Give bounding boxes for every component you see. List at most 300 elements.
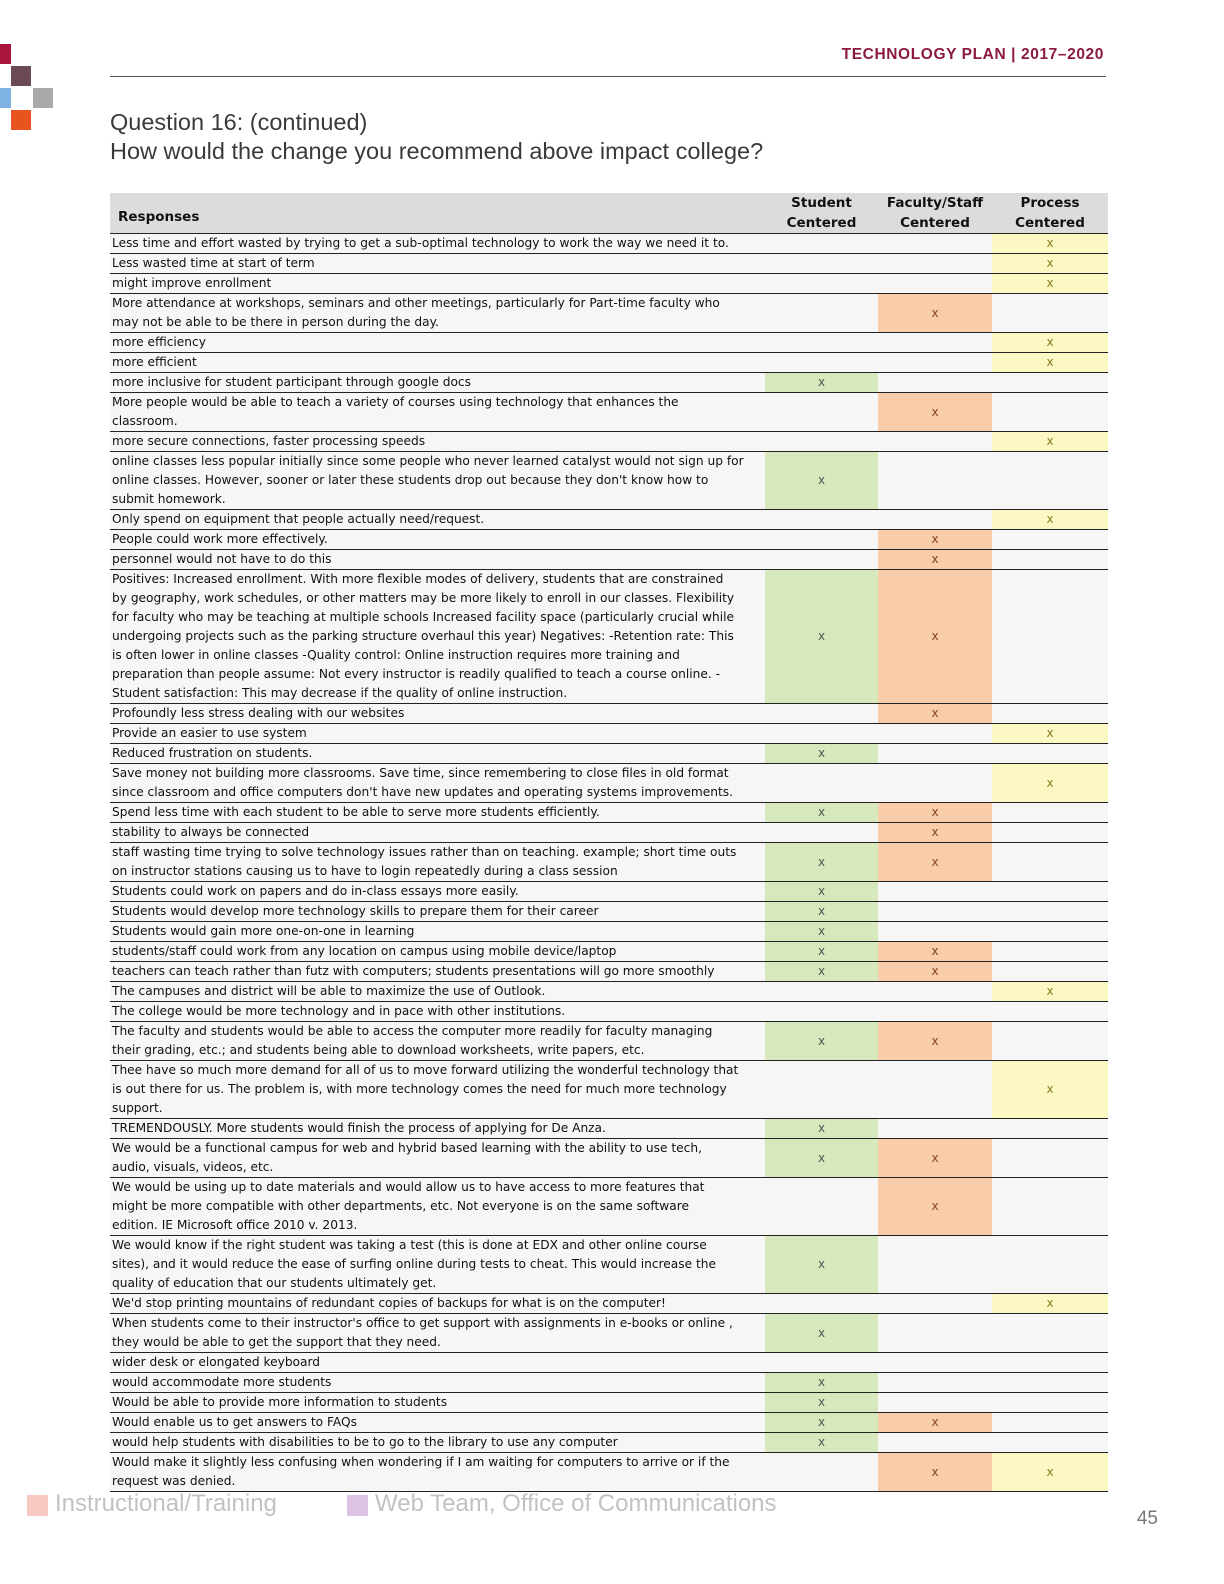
response-text bbox=[110, 1393, 765, 1413]
response-text bbox=[110, 294, 765, 333]
table-body bbox=[110, 234, 1108, 1492]
response-text bbox=[110, 234, 765, 254]
response-text bbox=[110, 902, 765, 922]
mark-cell bbox=[992, 902, 1108, 922]
table-row bbox=[110, 724, 1108, 744]
mark-cell: x bbox=[765, 803, 878, 823]
mark-cell bbox=[765, 254, 878, 274]
decor-square-3 bbox=[0, 88, 11, 108]
response-text bbox=[110, 942, 765, 962]
response-line: since classroom and office computers don't have new updates and operating systems improvements. bbox=[112, 785, 733, 799]
table-row bbox=[110, 234, 1108, 254]
response-line: they would be able to get the support that they need. bbox=[112, 1335, 441, 1349]
mark-cell bbox=[878, 1314, 992, 1353]
mark-cell bbox=[878, 234, 992, 254]
column-header-1 bbox=[765, 193, 878, 234]
mark-cell bbox=[992, 1236, 1108, 1294]
response-line: might improve enrollment bbox=[112, 276, 272, 290]
table-row bbox=[110, 510, 1108, 530]
table-row bbox=[110, 922, 1108, 942]
response-line: Thee have so much more demand for all of us to move forward utilizing the wonderful technology that bbox=[112, 1063, 739, 1077]
column-header-label-line: Process bbox=[1020, 195, 1080, 211]
table-row bbox=[110, 1393, 1108, 1413]
response-line: their grading, etc.; and students being able to download worksheets, write papers, etc. bbox=[112, 1043, 645, 1057]
mark-cell: x bbox=[878, 1139, 992, 1178]
mark-cell bbox=[765, 724, 878, 744]
mark-cell: x bbox=[878, 803, 992, 823]
mark-cell bbox=[992, 704, 1108, 724]
response-text bbox=[110, 1119, 765, 1139]
mark-cell bbox=[992, 393, 1108, 432]
response-line: The college would be more technology and in pace with other institutions. bbox=[112, 1004, 566, 1018]
mark-cell bbox=[992, 882, 1108, 902]
response-line: teachers can teach rather than futz with computers; students presentations will go more smoothly bbox=[112, 964, 715, 978]
response-line: would accommodate more students bbox=[112, 1375, 332, 1389]
column-header-label-line: Student bbox=[791, 195, 852, 211]
mark-cell bbox=[765, 1353, 878, 1373]
response-text bbox=[110, 764, 765, 803]
mark-cell: x bbox=[878, 550, 992, 570]
question-title-line-1: Question 16: (continued) bbox=[110, 109, 368, 135]
mark-cell: x bbox=[765, 1236, 878, 1294]
response-text bbox=[110, 962, 765, 982]
response-line: personnel would not have to do this bbox=[112, 552, 332, 566]
response-line: preparation than people assume: Not every instructor is readily qualified to teach a course online. - bbox=[112, 667, 721, 681]
mark-cell: x bbox=[992, 274, 1108, 294]
mark-cell bbox=[992, 1314, 1108, 1353]
table-row bbox=[110, 882, 1108, 902]
mark-cell: x bbox=[878, 1178, 992, 1236]
mark-cell bbox=[765, 510, 878, 530]
table-row bbox=[110, 1022, 1108, 1061]
mark-cell bbox=[992, 1119, 1108, 1139]
mark-cell: x bbox=[765, 373, 878, 393]
response-line: Students would develop more technology skills to prepare them for their career bbox=[112, 904, 599, 918]
mark-cell bbox=[878, 373, 992, 393]
mark-cell bbox=[765, 333, 878, 353]
response-text bbox=[110, 1022, 765, 1061]
response-line: students/staff could work from any location on campus using mobile device/laptop bbox=[112, 944, 617, 958]
mark-cell: x bbox=[878, 962, 992, 982]
mark-cell: x bbox=[992, 432, 1108, 452]
legend-swatch-instructional-training bbox=[27, 1495, 48, 1516]
column-header-3 bbox=[992, 193, 1108, 234]
response-text bbox=[110, 882, 765, 902]
mark-cell: x bbox=[765, 942, 878, 962]
response-text bbox=[110, 1413, 765, 1433]
response-line: Save money not building more classrooms. Save time, since remembering to close files in old format bbox=[112, 766, 729, 780]
table-row bbox=[110, 843, 1108, 882]
mark-cell bbox=[765, 1294, 878, 1314]
response-text bbox=[110, 982, 765, 1002]
response-line: Less wasted time at start of term bbox=[112, 256, 315, 270]
response-text bbox=[110, 1178, 765, 1236]
table-row bbox=[110, 1353, 1108, 1373]
response-text bbox=[110, 393, 765, 432]
column-header-responses bbox=[110, 193, 765, 234]
mark-cell: x bbox=[992, 333, 1108, 353]
response-text bbox=[110, 1373, 765, 1393]
mark-cell bbox=[765, 274, 878, 294]
mark-cell: x bbox=[992, 764, 1108, 803]
mark-cell: x bbox=[765, 902, 878, 922]
mark-cell bbox=[878, 432, 992, 452]
mark-cell: x bbox=[878, 393, 992, 432]
mark-cell bbox=[992, 550, 1108, 570]
response-text bbox=[110, 432, 765, 452]
question-title-line-2: How would the change you recommend above impact college? bbox=[110, 138, 764, 164]
mark-cell bbox=[878, 1002, 992, 1022]
response-line: by geography, work schedules, or other matters may be more likely to enroll in our classes. Flexibility bbox=[112, 591, 735, 605]
mark-cell: x bbox=[765, 1022, 878, 1061]
response-text bbox=[110, 373, 765, 393]
response-line: undergoing projects such as the parking structure overhaul this year) Negatives: -Retention rate: This bbox=[112, 629, 734, 643]
response-line: More people would be able to teach a variety of courses using technology that enhances the bbox=[112, 395, 679, 409]
response-text bbox=[110, 1139, 765, 1178]
legend-label-instructional-training: Instructional/Training bbox=[55, 1490, 277, 1517]
mark-cell bbox=[878, 982, 992, 1002]
table-row bbox=[110, 373, 1108, 393]
response-text bbox=[110, 744, 765, 764]
table-row bbox=[110, 432, 1108, 452]
mark-cell: x bbox=[765, 1393, 878, 1413]
table-row bbox=[110, 962, 1108, 982]
table-row bbox=[110, 1373, 1108, 1393]
mark-cell bbox=[992, 962, 1108, 982]
response-line: The faculty and students would be able to access the computer more readily for faculty managing bbox=[112, 1024, 713, 1038]
response-line: Less time and effort wasted by trying to get a sub-optimal technology to work the way we need it to. bbox=[112, 236, 729, 250]
table-row bbox=[110, 803, 1108, 823]
response-text bbox=[110, 1061, 765, 1119]
mark-cell bbox=[765, 353, 878, 373]
response-line: more secure connections, faster processing speeds bbox=[112, 434, 426, 448]
mark-cell bbox=[765, 982, 878, 1002]
table-row bbox=[110, 744, 1108, 764]
mark-cell: x bbox=[992, 1294, 1108, 1314]
response-line: for faculty who may be teaching at multiple schools Increased facility space (particularly crucial while bbox=[112, 610, 734, 624]
response-text bbox=[110, 1294, 765, 1314]
response-line: sites), and it would reduce the ease of surfing online during tests to cheat. This would increase the bbox=[112, 1257, 716, 1271]
table-row bbox=[110, 1433, 1108, 1453]
mark-cell bbox=[765, 1061, 878, 1119]
mark-cell bbox=[765, 1002, 878, 1022]
mark-cell: x bbox=[765, 1413, 878, 1433]
mark-cell: x bbox=[765, 962, 878, 982]
response-line: stability to always be connected bbox=[112, 825, 310, 839]
mark-cell bbox=[878, 744, 992, 764]
mark-cell bbox=[765, 764, 878, 803]
response-line: Profoundly less stress dealing with our websites bbox=[112, 706, 405, 720]
mark-cell bbox=[992, 803, 1108, 823]
mark-cell bbox=[878, 764, 992, 803]
response-line: Provide an easier to use system bbox=[112, 726, 307, 740]
mark-cell: x bbox=[878, 1453, 992, 1492]
response-line: Student satisfaction: This may decrease if the quality of online instruction. bbox=[112, 686, 568, 700]
column-header-2 bbox=[878, 193, 992, 234]
mark-cell: x bbox=[878, 1022, 992, 1061]
mark-cell bbox=[992, 843, 1108, 882]
response-text bbox=[110, 1236, 765, 1294]
mark-cell bbox=[765, 1453, 878, 1492]
response-line: We would know if the right student was taking a test (this is done at EDX and other online course bbox=[112, 1238, 707, 1252]
mark-cell bbox=[765, 234, 878, 254]
mark-cell: x bbox=[765, 1314, 878, 1353]
page-number: 45 bbox=[1136, 1508, 1158, 1529]
response-line: Only spend on equipment that people actually need/request. bbox=[112, 512, 485, 526]
decor-square-1 bbox=[0, 44, 11, 64]
table-row bbox=[110, 1002, 1108, 1022]
mark-cell: x bbox=[992, 982, 1108, 1002]
mark-cell bbox=[765, 1178, 878, 1236]
response-text bbox=[110, 550, 765, 570]
mark-cell bbox=[992, 1022, 1108, 1061]
response-line: may not be able to be there in person during the day. bbox=[112, 315, 439, 329]
mark-cell bbox=[878, 1236, 992, 1294]
response-text bbox=[110, 803, 765, 823]
response-line: We'd stop printing mountains of redundant copies of backups for what is on the computer! bbox=[112, 1296, 666, 1310]
response-text bbox=[110, 823, 765, 843]
table-row bbox=[110, 550, 1108, 570]
response-text bbox=[110, 1353, 765, 1373]
mark-cell bbox=[878, 254, 992, 274]
table-row bbox=[110, 1236, 1108, 1294]
mark-cell bbox=[878, 274, 992, 294]
response-line: Students would gain more one-on-one in learning bbox=[112, 924, 415, 938]
mark-cell: x bbox=[765, 922, 878, 942]
mark-cell: x bbox=[992, 254, 1108, 274]
response-text bbox=[110, 704, 765, 724]
mark-cell bbox=[878, 1433, 992, 1453]
response-line: Spend less time with each student to be able to serve more students efficiently. bbox=[112, 805, 600, 819]
mark-cell bbox=[992, 294, 1108, 333]
response-line: online classes. However, sooner or later these students drop out because they don't know how to bbox=[112, 473, 709, 487]
response-text bbox=[110, 1314, 765, 1353]
response-line: TREMENDOUSLY. More students would finish the process of applying for De Anza. bbox=[112, 1121, 606, 1135]
response-line: wider desk or elongated keyboard bbox=[112, 1355, 321, 1369]
response-line: edition. IE Microsoft office 2010 v. 2013. bbox=[112, 1218, 358, 1232]
table-row bbox=[110, 294, 1108, 333]
mark-cell bbox=[878, 724, 992, 744]
mark-cell: x bbox=[878, 843, 992, 882]
table-row bbox=[110, 704, 1108, 724]
legend-swatch-web-team bbox=[347, 1495, 368, 1516]
response-line: classroom. bbox=[112, 414, 178, 428]
response-text bbox=[110, 530, 765, 550]
response-line: submit homework. bbox=[112, 492, 226, 506]
mark-cell: x bbox=[878, 530, 992, 550]
mark-cell: x bbox=[765, 570, 878, 704]
mark-cell bbox=[992, 942, 1108, 962]
mark-cell bbox=[992, 1433, 1108, 1453]
mark-cell bbox=[765, 393, 878, 432]
response-line: We would be using up to date materials and would allow us to have access to more features that bbox=[112, 1180, 705, 1194]
mark-cell bbox=[992, 530, 1108, 550]
mark-cell bbox=[878, 452, 992, 510]
response-line: quality of education that our students ultimately get. bbox=[112, 1276, 437, 1290]
mark-cell bbox=[765, 432, 878, 452]
response-line: People could work more effectively. bbox=[112, 532, 328, 546]
response-line: support. bbox=[112, 1101, 163, 1115]
mark-cell bbox=[992, 1178, 1108, 1236]
response-text bbox=[110, 570, 765, 704]
response-line: Would be able to provide more information to students bbox=[112, 1395, 448, 1409]
mark-cell: x bbox=[765, 1119, 878, 1139]
mark-cell bbox=[992, 452, 1108, 510]
table-row bbox=[110, 393, 1108, 432]
mark-cell bbox=[878, 1393, 992, 1413]
table-row bbox=[110, 1413, 1108, 1433]
response-text bbox=[110, 452, 765, 510]
decor-square-5 bbox=[11, 110, 31, 130]
response-text bbox=[110, 1433, 765, 1453]
mark-cell bbox=[992, 1002, 1108, 1022]
response-text bbox=[110, 724, 765, 744]
response-text bbox=[110, 843, 765, 882]
response-text bbox=[110, 922, 765, 942]
column-header-label-line: Faculty/Staff bbox=[886, 195, 984, 211]
response-text bbox=[110, 510, 765, 530]
response-line: is out there for us. The problem is, with more technology comes the need for much more technology bbox=[112, 1082, 727, 1096]
mark-cell: x bbox=[765, 1373, 878, 1393]
mark-cell bbox=[765, 294, 878, 333]
table-row bbox=[110, 1178, 1108, 1236]
mark-cell bbox=[992, 1139, 1108, 1178]
header-divider bbox=[110, 76, 1106, 77]
table-row bbox=[110, 254, 1108, 274]
response-line: Reduced frustration on students. bbox=[112, 746, 313, 760]
mark-cell: x bbox=[765, 1433, 878, 1453]
table-row bbox=[110, 1061, 1108, 1119]
mark-cell bbox=[878, 333, 992, 353]
column-header-label-line: Centered bbox=[900, 215, 970, 231]
response-line: Positives: Increased enrollment. With more flexible modes of delivery, students that are constrained bbox=[112, 572, 724, 586]
table-row bbox=[110, 1314, 1108, 1353]
mark-cell bbox=[992, 922, 1108, 942]
table-row bbox=[110, 942, 1108, 962]
responses-table bbox=[110, 193, 1108, 1492]
response-text bbox=[110, 333, 765, 353]
table-row bbox=[110, 823, 1108, 843]
mark-cell bbox=[878, 902, 992, 922]
response-line: staff wasting time trying to solve technology issues rather than on teaching. example; short time outs bbox=[112, 845, 737, 859]
response-line: would help students with disabilities to be to go to the library to use any computer bbox=[112, 1435, 618, 1449]
mark-cell bbox=[765, 823, 878, 843]
column-header-label-line: Centered bbox=[1015, 215, 1085, 231]
response-line: online classes less popular initially since some people who never learned catalyst would not sign up for bbox=[112, 454, 744, 468]
table-row bbox=[110, 1139, 1108, 1178]
mark-cell: x bbox=[878, 704, 992, 724]
response-line: more efficient bbox=[112, 355, 197, 369]
mark-cell bbox=[992, 823, 1108, 843]
response-text bbox=[110, 1002, 765, 1022]
response-line: audio, visuals, videos, etc. bbox=[112, 1160, 274, 1174]
mark-cell: x bbox=[878, 1413, 992, 1433]
mark-cell bbox=[992, 1393, 1108, 1413]
mark-cell bbox=[765, 530, 878, 550]
response-line: more efficiency bbox=[112, 335, 206, 349]
mark-cell bbox=[992, 744, 1108, 764]
mark-cell bbox=[878, 1119, 992, 1139]
response-line: Students could work on papers and do in-class essays more easily. bbox=[112, 884, 519, 898]
table-row bbox=[110, 274, 1108, 294]
mark-cell: x bbox=[992, 353, 1108, 373]
mark-cell: x bbox=[765, 1139, 878, 1178]
mark-cell bbox=[878, 1061, 992, 1119]
mark-cell: x bbox=[992, 510, 1108, 530]
mark-cell: x bbox=[878, 570, 992, 704]
mark-cell bbox=[765, 704, 878, 724]
table-header-row bbox=[110, 193, 1108, 234]
table-row bbox=[110, 353, 1108, 373]
response-line: more inclusive for student participant through google docs bbox=[112, 375, 471, 389]
mark-cell bbox=[878, 882, 992, 902]
response-line: Would enable us to get answers to FAQs bbox=[112, 1415, 357, 1429]
mark-cell: x bbox=[992, 1453, 1108, 1492]
mark-cell bbox=[992, 373, 1108, 393]
response-text bbox=[110, 254, 765, 274]
mark-cell: x bbox=[992, 234, 1108, 254]
response-line: on instructor stations causing us to have to login repeatedly during a class session bbox=[112, 864, 618, 878]
mark-cell bbox=[765, 550, 878, 570]
mark-cell: x bbox=[765, 452, 878, 510]
table-row bbox=[110, 333, 1108, 353]
mark-cell: x bbox=[992, 1061, 1108, 1119]
mark-cell bbox=[878, 1373, 992, 1393]
decor-square-4 bbox=[33, 88, 53, 108]
mark-cell bbox=[878, 1294, 992, 1314]
response-line: might be more compatible with other departments, etc. Not everyone is on the same software bbox=[112, 1199, 689, 1213]
mark-cell: x bbox=[878, 294, 992, 333]
question-title bbox=[110, 108, 763, 166]
mark-cell: x bbox=[878, 823, 992, 843]
response-text bbox=[110, 274, 765, 294]
decor-square-2 bbox=[11, 66, 31, 86]
mark-cell bbox=[992, 1353, 1108, 1373]
table-row bbox=[110, 902, 1108, 922]
table-row bbox=[110, 570, 1108, 704]
table-row bbox=[110, 1119, 1108, 1139]
response-line: More attendance at workshops, seminars and other meetings, particularly for Part-time faculty who bbox=[112, 296, 720, 310]
document-header-title: TECHNOLOGY PLAN | 2017–2020 bbox=[841, 46, 1104, 63]
mark-cell bbox=[992, 1413, 1108, 1433]
legend-label-web-team: Web Team, Office of Communications bbox=[375, 1490, 777, 1517]
response-line: request was denied. bbox=[112, 1474, 236, 1488]
mark-cell: x bbox=[765, 744, 878, 764]
response-line: We would be a functional campus for web and hybrid based learning with the ability to use tech, bbox=[112, 1141, 702, 1155]
mark-cell bbox=[992, 1373, 1108, 1393]
mark-cell bbox=[878, 353, 992, 373]
table-row bbox=[110, 530, 1108, 550]
response-text bbox=[110, 1453, 765, 1492]
table-row bbox=[110, 1453, 1108, 1492]
table-row bbox=[110, 1294, 1108, 1314]
mark-cell: x bbox=[878, 942, 992, 962]
mark-cell bbox=[992, 570, 1108, 704]
response-text bbox=[110, 353, 765, 373]
column-header-label-line: Responses bbox=[118, 209, 200, 225]
mark-cell: x bbox=[992, 724, 1108, 744]
column-header-label-line: Centered bbox=[786, 215, 857, 231]
response-line: is often lower in online classes -Quality control: Online instruction requires more training and bbox=[112, 648, 680, 662]
table-row bbox=[110, 982, 1108, 1002]
response-line: When students come to their instructor's office to get support with assignments in e-books or online , bbox=[112, 1316, 733, 1330]
table-row bbox=[110, 764, 1108, 803]
table-row bbox=[110, 452, 1108, 510]
mark-cell: x bbox=[765, 882, 878, 902]
response-line: Would make it slightly less confusing when wondering if I am waiting for computers to arrive or if the bbox=[112, 1455, 730, 1469]
response-line: The campuses and district will be able to maximize the use of Outlook. bbox=[112, 984, 546, 998]
mark-cell: x bbox=[765, 843, 878, 882]
